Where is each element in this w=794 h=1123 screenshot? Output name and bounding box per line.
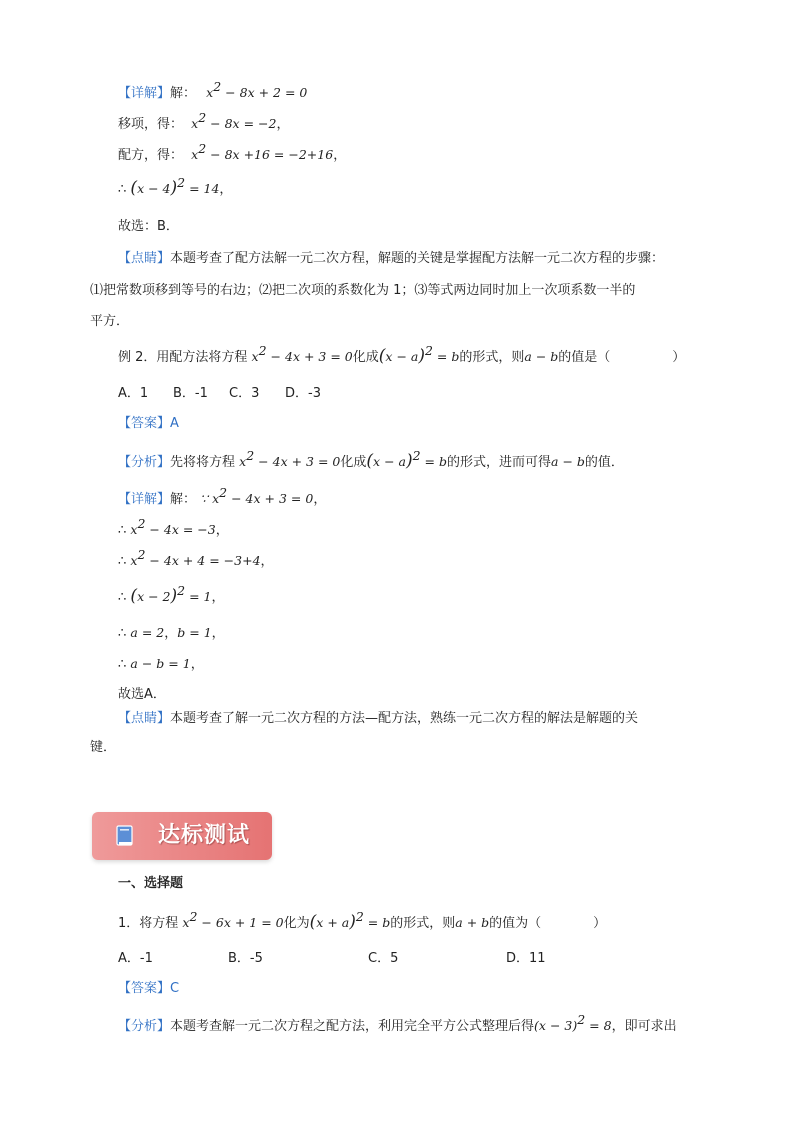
choice-line: 故选：B． xyxy=(118,219,179,234)
analysis-tag: 【分析】 xyxy=(118,455,171,470)
question1-options xyxy=(118,950,546,968)
answer-value: C xyxy=(170,981,180,996)
step-result: ∴ $(x - 4)^2 = 14$， xyxy=(118,175,233,198)
example2-analysis: 【分析】先将将方程 $x^2 - 4x + 3 = 0$化成$(x - a)^2 = b$的形式，进而可得a − b的值． xyxy=(118,448,624,471)
option-a: A．1 xyxy=(118,386,149,401)
answer-tag: 【答案】 xyxy=(118,416,171,431)
example2-step-1: ∴ $x^2 - 4x = -3$， xyxy=(118,516,229,538)
example2-step-5: ∴ a − b = 1， xyxy=(118,656,204,672)
comment-tag: 【点睛】 xyxy=(118,251,171,266)
detail-tag: 【详解】 xyxy=(118,86,171,101)
analysis-tag: 【分析】 xyxy=(118,1019,171,1034)
comment-line-2: ⑴把常数项移到等号的右边；⑵把二次项的系数化为 1；⑶等式两边同时加上一次项系数一半的 xyxy=(90,283,636,298)
example2-answer xyxy=(118,415,179,433)
section-banner xyxy=(92,812,272,860)
option-d: D．11 xyxy=(506,951,546,966)
option-c: C．5 xyxy=(368,951,399,966)
section-heading: 一、选择题 xyxy=(118,876,184,891)
option-a: A．-1 xyxy=(118,951,153,966)
answer-value: A xyxy=(170,416,179,431)
step-move-terms: 移项，得： $x^2 - 8x = -2$， xyxy=(118,110,290,132)
example2-options xyxy=(118,385,321,403)
option-b: B．-5 xyxy=(228,951,263,966)
banner-title: 达标测试 xyxy=(158,823,251,848)
answer-tag: 【答案】 xyxy=(118,981,171,996)
comment-tag: 【点睛】 xyxy=(118,711,171,726)
option-b: B．-1 xyxy=(173,386,208,401)
example2-comment-line-2: 键． xyxy=(90,740,117,755)
example2-detail-line-1: 【详解】解： ∵ $x^2 - 4x + 3 = 0$， xyxy=(118,485,327,507)
option-c: C．3 xyxy=(229,386,260,401)
question1-answer xyxy=(118,980,179,998)
detail-line-1: 【详解】解： $x^2 - 8x + 2 = 0$ xyxy=(118,79,308,101)
book-icon xyxy=(116,825,134,847)
comment-line-1: 【点睛】本题考查了配方法解一元二次方程，解题的关键是掌握配方法解一元二次方程的步骤： xyxy=(118,251,665,266)
equation: $x^2 - 8x + 2 = 0$ xyxy=(206,79,308,100)
detail-tag: 【详解】 xyxy=(118,492,171,507)
example2-step-3: ∴ $(x - 2)^2 = 1$， xyxy=(118,583,225,606)
question1-analysis: 【分析】本题考查解一元二次方程之配方法，利用完全平方公式整理后得$(x - 3)^2 = 8$，即可求出 xyxy=(118,1012,677,1034)
option-d: D．-3 xyxy=(285,386,321,401)
example2-comment-line-1: 【点睛】本题考查了解一元二次方程的方法—配方法，熟练一元二次方程的解法是解题的关 xyxy=(118,711,639,726)
question1-text: 1．将方程 $x^2 - 6x + 1 = 0$化为$(x + a)^2 = b$的形式，则a + b的值为（ ） xyxy=(118,909,607,932)
example2-choice: 故选A． xyxy=(118,687,166,702)
step-complete-square: 配方，得： $x^2 - 8x +16 = -2+16$， xyxy=(118,141,347,163)
example2-step-2: ∴ $x^2 - 4x + 4 = -3+4$， xyxy=(118,547,274,569)
example2-step-4: ∴ a = 2，b = 1， xyxy=(118,625,225,641)
example2-question: 例 2．用配方法将方程 $x^2 - 4x + 3 = 0$化成$(x - a)^2 = b$的形式，则a − b的值是（ ） xyxy=(118,343,686,366)
comment-line-3: 平方． xyxy=(90,314,130,329)
